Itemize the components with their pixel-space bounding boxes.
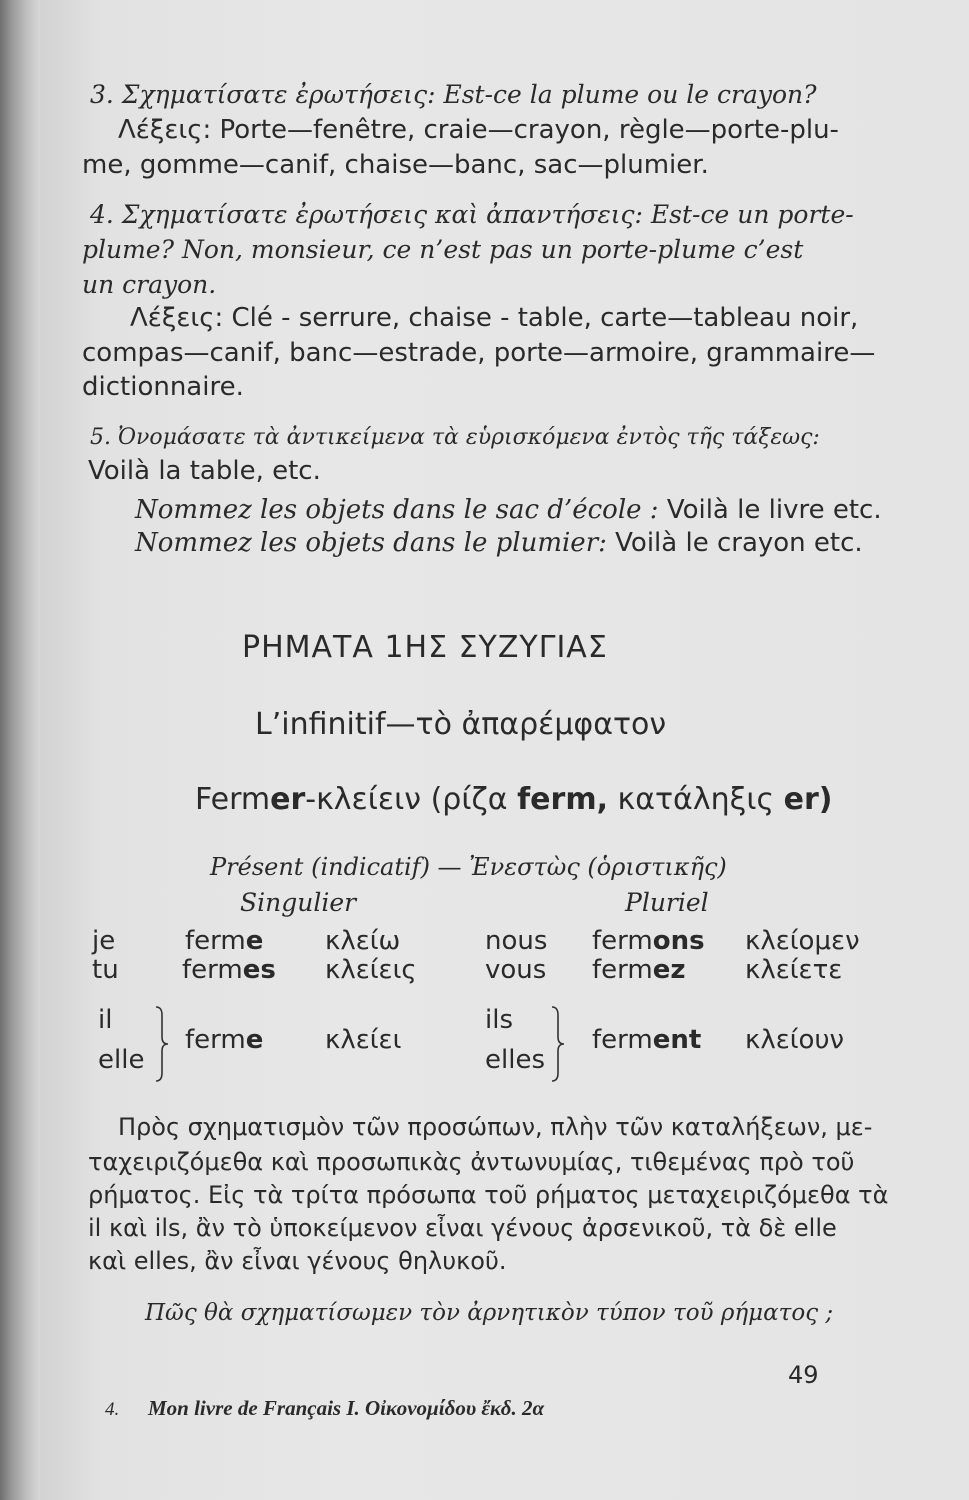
greek-kleiomen: κλείομεν <box>745 926 860 956</box>
section-title: ΡΗΜΑΤΑ 1ΗΣ ΣΥΖΥΓΙΑΣ <box>242 630 608 665</box>
plural-label: Pluriel <box>625 888 709 917</box>
negative-question: Πῶς θὰ σχηματίσωμεν τὸν ἀρνητικὸν τύπον τοῦ ρήματος ; <box>145 1300 834 1326</box>
verb-ending: er <box>270 782 306 817</box>
greek-kleioun: κλείουν <box>745 1025 845 1055</box>
pronoun-elles: elles <box>485 1045 545 1075</box>
exercise-5-plumier-line <box>135 528 863 558</box>
plumier-answer: Voilà le crayon etc. <box>615 528 863 558</box>
exercise-5-example: Voilà la table, etc. <box>88 456 321 486</box>
pronoun-elle: elle <box>98 1045 145 1075</box>
exercise-4-prompt: 4. Σχηματίσατε ἐρωτήσεις καὶ ἀπαντήσεις: Est-ce un porte- <box>90 200 854 229</box>
ending: e <box>245 926 264 956</box>
verb-heading <box>195 782 833 817</box>
form-fermes <box>182 955 276 985</box>
explanation-line-3: ρήματος. Εἰς τὰ τρίτα πρόσωπα τοῦ ρήματος μεταχειριζόμεθα τὰ <box>88 1181 889 1209</box>
form-ferment <box>592 1025 701 1055</box>
exercise-5-sac-line <box>135 495 882 525</box>
pronoun-vous: vous <box>485 955 547 985</box>
explanation-line-5: καὶ elles, ἂν εἶναι γένους θηλυκοῦ. <box>88 1247 507 1275</box>
greek-kleiei: κλείει <box>325 1025 402 1055</box>
exercise-4-words-end: dictionnaire. <box>82 372 244 402</box>
ending: ons <box>652 926 705 956</box>
root-value: ferm, <box>517 782 608 817</box>
form-ferme <box>185 926 263 956</box>
greek-kleieis: κλείεις <box>325 955 417 985</box>
exercise-3-prompt: 3. Σχηματίσατε ἐρωτήσεις: Est-ce la plume ou le crayon? <box>90 80 817 109</box>
pronoun-je: je <box>92 926 116 956</box>
verb-greek: -κλείειν <box>305 782 422 817</box>
form-fermons <box>592 926 705 956</box>
explanation-line-2: ταχειριζόμεθα καὶ προσωπικὰς ἀντωνυμίας, τιθεμένας πρὸ τοῦ <box>88 1148 855 1176</box>
explanation-line-4: il καὶ ils, ἂν τὸ ὑποκείμενον εἶναι γένους ἀρσενικοῦ, τὰ δὲ elle <box>88 1214 837 1242</box>
stem: ferm <box>592 1025 653 1055</box>
exercise-4-words: Λέξεις: Clé - serrure, chaise - table, carte—tableau noir, <box>130 303 859 333</box>
stem: ferm <box>185 1025 246 1055</box>
ending-label: κατάληξις <box>617 782 775 817</box>
ending: es <box>242 955 276 985</box>
brace-plural <box>548 1005 566 1083</box>
binding-edge <box>0 0 40 1500</box>
plumier-instruction: Nommez les objets dans le plumier: <box>135 528 607 558</box>
form-fermez <box>592 955 686 985</box>
stem: ferm <box>182 955 243 985</box>
pronoun-il: il <box>98 1005 113 1035</box>
stem: ferm <box>592 955 653 985</box>
exercise-4-prompt-cont: plume? Non, monsieur, ce n’est pas un porte-plume c’est <box>82 235 804 264</box>
exercise-4-words-cont: compas—canif, banc—estrade, porte—armoire, grammaire— <box>82 338 876 368</box>
greek-kleiete: κλείετε <box>745 955 843 985</box>
ending-value: er) <box>783 782 833 817</box>
section-subtitle: L’infinitif—τὸ ἀπαρέμφατον <box>255 707 667 742</box>
book-page <box>40 0 969 1500</box>
sac-instruction: Nommez les objets dans le sac d’école : <box>135 495 659 525</box>
exercise-5-prompt: 5. Ὀνομάσατε τὰ ἀντικείμενα τὰ εὑρισκόμενα ἐντὸς τῆς τάξεως: <box>90 425 820 450</box>
tense-label: Présent (indicatif) — Ἐνεστὼς (ὁριστικῆς) <box>210 853 727 881</box>
pronoun-nous: nous <box>485 926 548 956</box>
singular-label: Singulier <box>240 888 357 917</box>
ending: ent <box>652 1025 702 1055</box>
greek-kleio: κλείω <box>325 926 401 956</box>
pronoun-tu: tu <box>92 955 119 985</box>
explanation-line-1: Πρὸς σχηματισμὸν τῶν προσώπων, πλὴν τῶν καταλήξεων, με- <box>118 1113 873 1141</box>
brace-singular <box>152 1005 170 1083</box>
pronoun-ils: ils <box>485 1005 513 1035</box>
page-number: 49 <box>788 1361 819 1389</box>
signature-mark: 4. <box>105 1399 120 1420</box>
ending: e <box>245 1025 264 1055</box>
root-label: (ρίζα <box>430 782 508 817</box>
ending: ez <box>652 955 686 985</box>
footer-title: Mon livre de Français I. Οἰκονομίδου ἔκδ. 2α <box>148 1396 545 1420</box>
stem: ferm <box>185 926 246 956</box>
exercise-4-prompt-end: un crayon. <box>82 270 217 299</box>
verb-stem: Ferm <box>195 782 271 817</box>
exercise-3-words-cont: me, gomme—canif, chaise—banc, sac—plumier. <box>82 150 709 180</box>
exercise-3-words: Λέξεις: Porte—fenêtre, craie—crayon, règle—porte-plu- <box>118 115 839 145</box>
sac-answer: Voilà le livre etc. <box>666 495 882 525</box>
stem: ferm <box>592 926 653 956</box>
form-ferme-3rd <box>185 1025 263 1055</box>
